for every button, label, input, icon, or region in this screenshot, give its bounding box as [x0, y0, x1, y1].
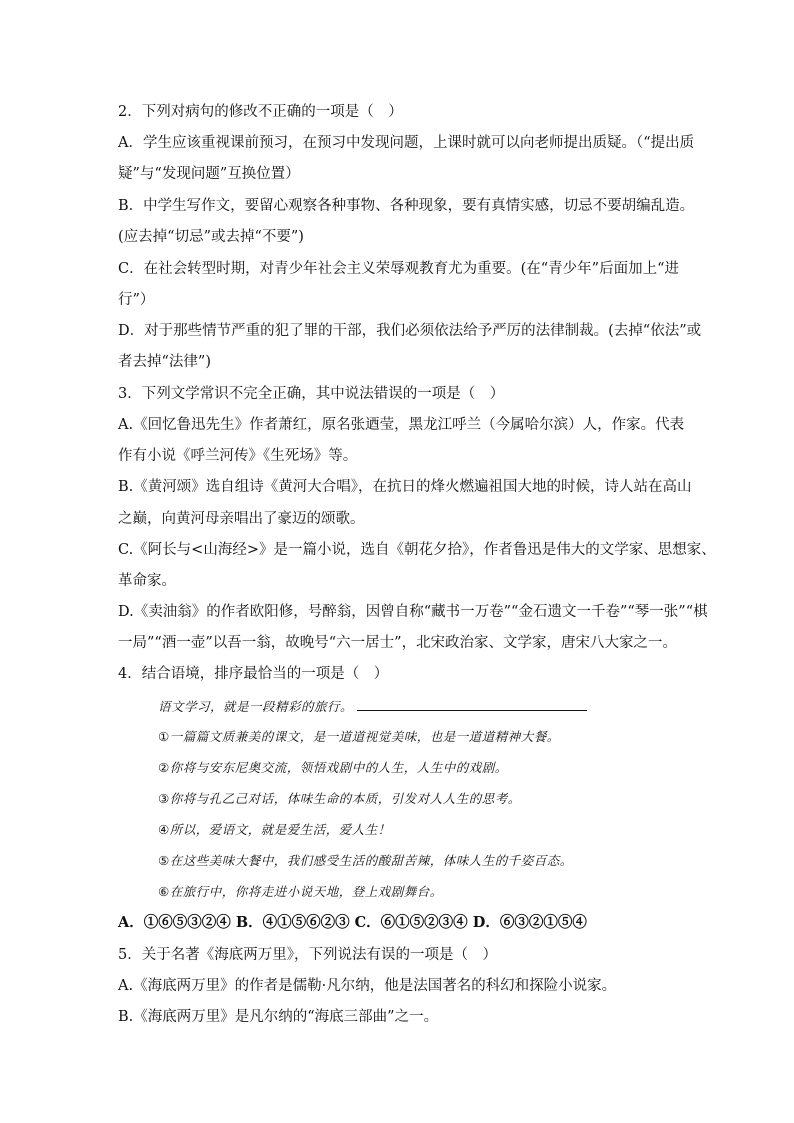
question-5-option-a: A.《海底两万里》的作者是儒勒·凡尔纳，他是法国著名的科幻和探险小说家。: [118, 978, 617, 994]
question-4-option-c: C．⑥①⑤②③④: [354, 914, 468, 931]
question-2-option-a: A．学生应该重视课前预习，在预习中发现问题，上课时就可以向老师提出质疑。（“提出质: [118, 135, 695, 151]
question-4-sentence-2: ②你将与安东尼奥交流，领悟戏剧中的人生，人生中的戏剧。: [158, 760, 508, 775]
question-4-option-b: B．④①⑤⑥②③: [235, 914, 350, 931]
question-3-option-b-cont: 之巅，向黄河母亲唱出了豪迈的颂歌。: [118, 511, 365, 527]
question-2-option-d-cont: 者去掉“法律”): [118, 354, 211, 370]
question-4-option-a: A．①⑥⑤③②④: [118, 914, 231, 931]
question-4-sentence-3: ③你将与孔乙己对话，体味生命的本质，引发对人人生的思考。: [158, 791, 521, 806]
question-4-sentence-4: ④所以，爱语文，就是爱生活，爱人生！: [158, 822, 391, 837]
question-4-lead: [158, 696, 587, 718]
question-4-sentence-6: ⑥在旅行中，你将走进小说天地，登上戏剧舞台。: [158, 884, 443, 899]
question-3-option-c-cont: 革命家。: [118, 573, 176, 589]
question-2-option-d: D．对于那些情节严重的犯了罪的干部，我们必须依法给予严厉的法律制裁。(去掉“依法”或: [118, 323, 702, 339]
question-5-option-b: B.《海底两万里》是凡尔纳的“海底三部曲”之一。: [118, 1009, 439, 1025]
question-2-option-c-cont: 行”）: [118, 292, 155, 308]
question-3-option-d-cont: 一局”“酒一壶”以吾一翁，故晚号“六一居士”，北宋政治家、文学家，唐宋八大家之一。: [118, 635, 678, 651]
question-4-option-d: D．⑥③②①⑤④: [472, 914, 587, 931]
question-3-stem: 3．下列文学常识不完全正确，其中说法错误的一项是（ ）: [118, 386, 505, 402]
question-3-option-a: A.《回忆鲁迅先生》作者萧红，原名张迺莹，黑龙江呼兰（今属哈尔滨）人，作家。代表: [118, 417, 685, 433]
question-2-option-a-cont: 疑”与“发现问题”互换位置）: [118, 166, 300, 182]
question-3-option-b: B.《黄河颂》选自组诗《黄河大合唱》，在抗日的烽火燃遍祖国大地的时候，诗人站在高山: [118, 479, 692, 495]
question-2-option-b: B．中学生写作文，要留心观察各种事物、各种现象，要有真情实感，切忌不要胡编乱造。: [118, 198, 695, 214]
answer-blank: [357, 696, 587, 711]
question-4-sentence-5: ⑤在这些美味大餐中，我们感受生活的酸甜苦辣，体味人生的千姿百态。: [158, 853, 573, 868]
question-5-stem: 5．关于名著《海底两万里》，下列说法有误的一项是（ ）: [118, 947, 497, 963]
question-2-option-b-cont: (应去掉“切忌”或去掉“不要”): [118, 229, 304, 245]
question-2-option-c: C．在社会转型时期，对青少年社会主义荣辱观教育尤为重要。(在“青少年”后面加上“进: [118, 261, 679, 277]
question-2-stem: 2．下列对病句的修改不正确的一项是（ ）: [118, 104, 403, 120]
question-4-lead-text: 语文学习，就是一段精彩的旅行。: [158, 699, 354, 714]
question-3-option-a-cont: 作有小说《呼兰河传》《生死场》等。: [118, 448, 358, 464]
question-4-stem: 4．结合语境，排序最恰当的一项是（ ）: [118, 666, 389, 682]
question-3-option-d: D.《卖油翁》的作者欧阳修，号醉翁，因曾自称“藏书一万卷”“金石遗文一千卷”“琴一张”“棋: [118, 604, 708, 620]
question-4-sentence-1: ①一篇篇文质兼美的课文，是一道道视觉美味，也是一道道精神大餐。: [158, 729, 560, 744]
question-4-options: [118, 912, 587, 934]
question-3-option-c: C.《阿长与<山海经>》是一篇小说，选自《朝花夕拾》，作者鲁迅是伟大的文学家、思想家、: [118, 542, 716, 558]
